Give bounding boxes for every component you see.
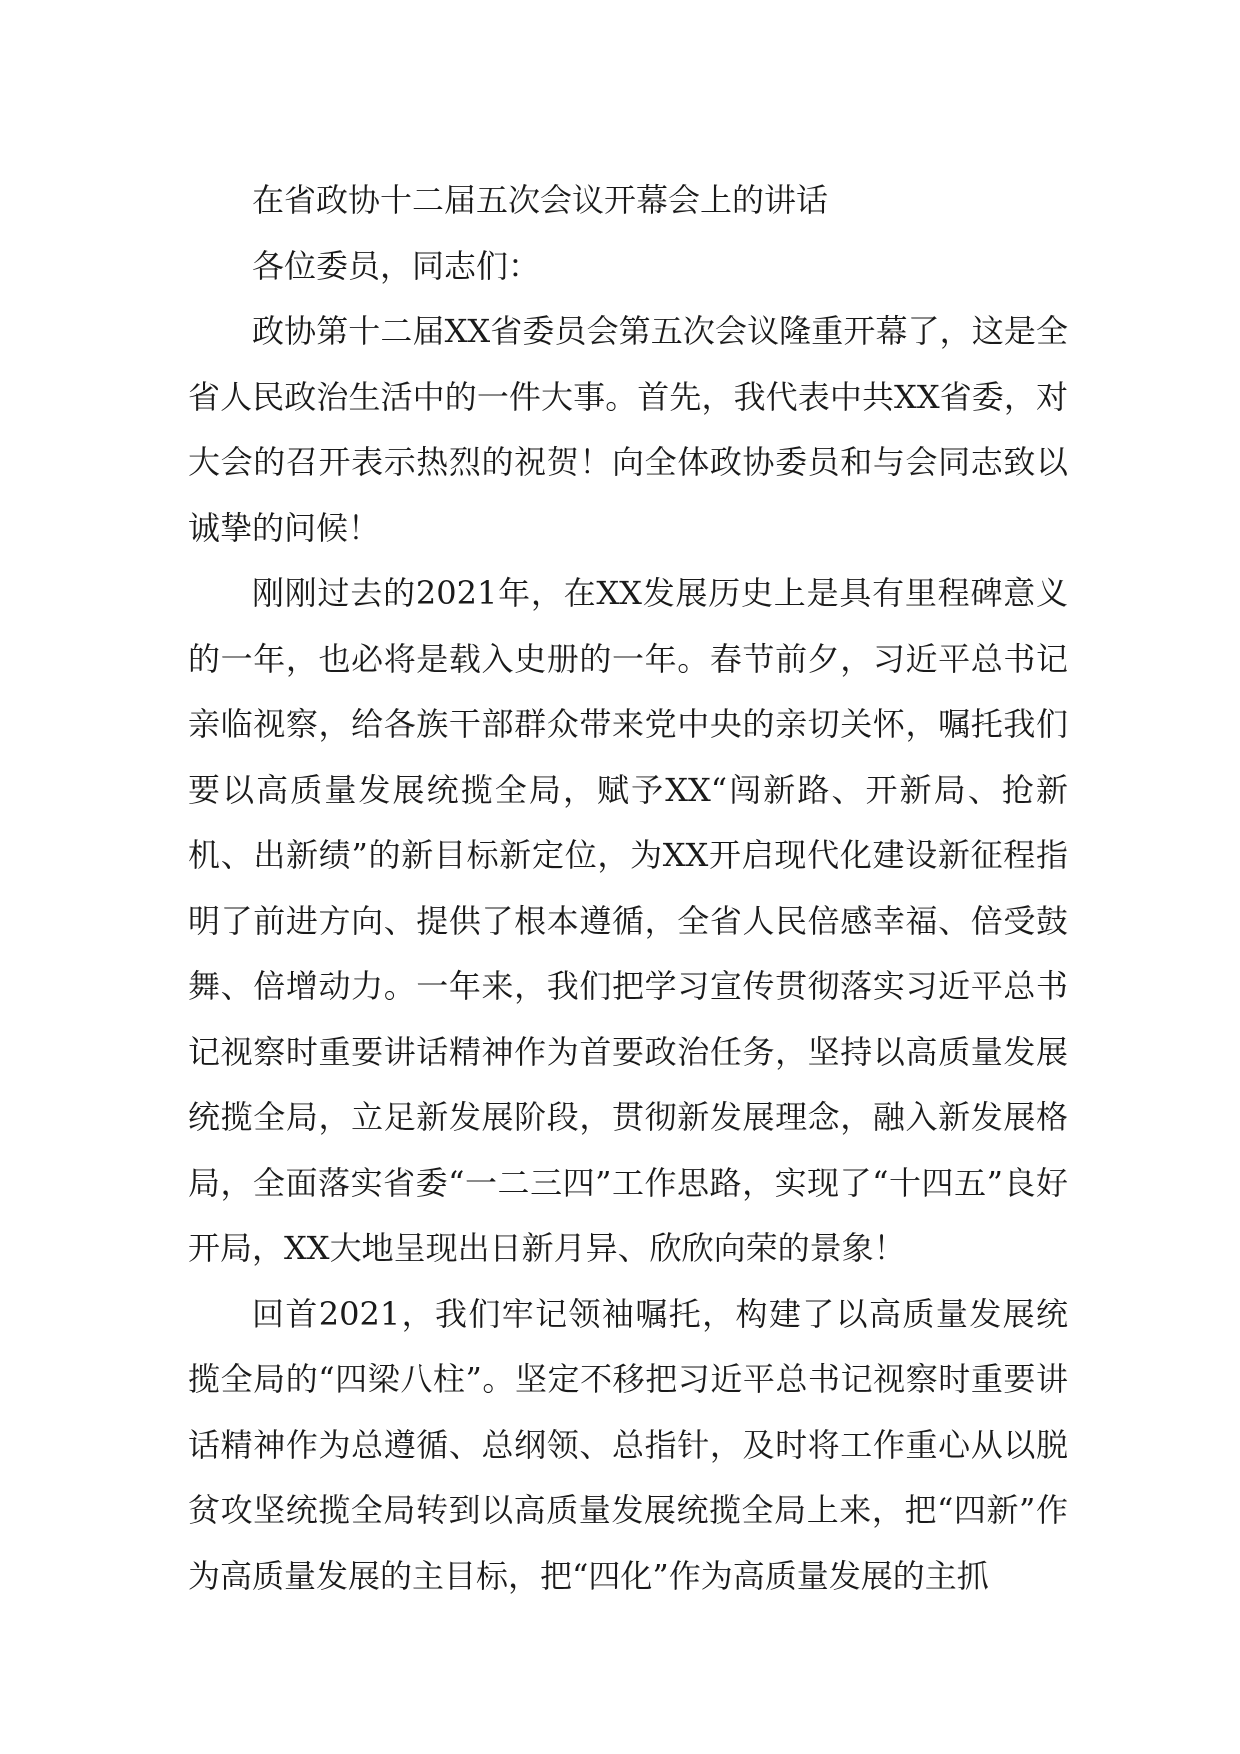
document-title: 在省政协十二届五次会议开幕会上的讲话 bbox=[252, 181, 829, 219]
paragraph-review-2021: 刚刚过去的2021年，在XX发展历史上是具有里程碑意义的一年，也必将是载入史册的一年。春节前夕，习近平总书记亲临视察，给各族干部群众带来党中央的亲切关怀，嘱托我们要以高质量发展统揽全局，赋予XX“闯新路、开新局、抢新机、出新绩”的新目标新定位，为XX开启现代化建设新征程指明了前进方向、提供了根本遵循，全省人民倍感幸福、倍受鼓舞、倍增动力。一年来，我们把学习宣传贯彻落实习近平总书记视察时重要讲话精神作为首要政治任务，坚持以高质量发展统揽全局，立足新发展阶段，贯彻新发展理念，融入新发展格局，全面落实省委“一二三四”工作思路，实现了“十四五”良好开局，XX大地呈现出日新月异、欣欣向荣的景象！ bbox=[188, 574, 1068, 1267]
document-body bbox=[188, 168, 1068, 1609]
paragraph-opening: 政协第十二届XX省委员会第五次会议隆重开幕了，这是全省人民政治生活中的一件大事。首先，我代表中共XX省委，对大会的召开表示热烈的祝贺！向全体政协委员和与会同志致以诚挚的问候！ bbox=[188, 312, 1068, 547]
salutation: 各位委员，同志们： bbox=[252, 246, 541, 285]
paragraph-retrospect: 回首2021，我们牢记领袖嘱托，构建了以高质量发展统揽全局的“四梁八柱”。坚定不移把习近平总书记视察时重要讲话精神作为总遵循、总纲领、总指针，及时将工作重心从以脱贫攻坚统揽全局转到以高质量发展统揽全局上来，把“四新”作为高质量发展的主目标，把“四化”作为高质量发展的主抓 bbox=[188, 1294, 1068, 1595]
